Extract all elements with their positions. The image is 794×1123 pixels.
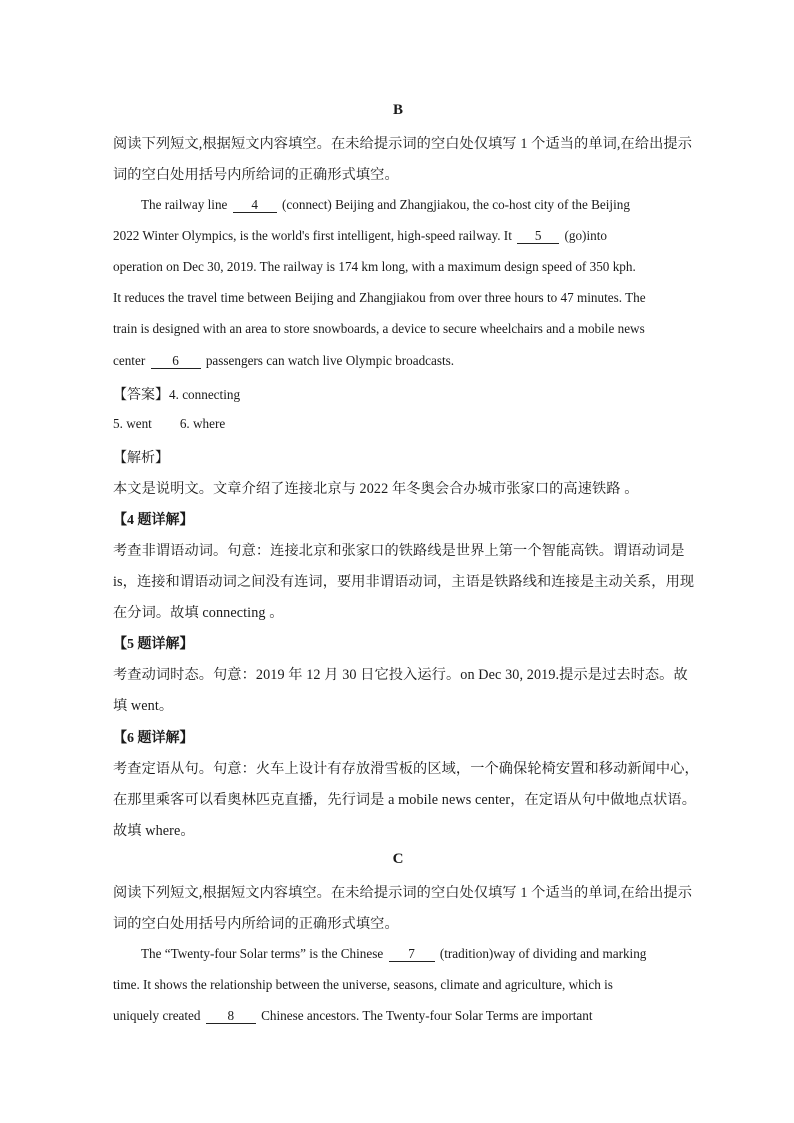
passage-text: Chinese ancestors. The Twenty-four Solar Terms are important — [261, 1008, 593, 1023]
q5-line1: 考查动词时态。句意：2019 年 12 月 30 日它投入运行。on Dec 30, 2019.提示是过去时态。故 — [113, 667, 688, 683]
passage-text: 2022 Winter Olympics, is the world's first intelligent, high-speed railway. It — [113, 228, 512, 243]
analysis-tag: 【解析】 — [113, 451, 169, 466]
passage-b-line4: It reduces the travel time between Beijing and Zhangjiakou from over three hours to 47 minutes. The — [113, 290, 646, 305]
analysis-text: 本文是说明文。文章介绍了连接北京与 2022 年冬奥会合办城市张家口的高速铁路 。 — [113, 481, 639, 497]
passage-text: (tradition)way of dividing and marking — [439, 946, 647, 961]
passage-text: The railway line — [141, 197, 228, 212]
q5-line2: 填 went。 — [113, 698, 174, 714]
section-b-instruction-line2: 词的空白处用括号内所给词的正确形式填空。 — [113, 167, 399, 183]
blank-6: 6 — [151, 354, 201, 369]
blank-4: 4 — [233, 198, 277, 213]
answer-line-2 — [113, 416, 683, 432]
blank-8: 8 — [206, 1009, 256, 1024]
answer-4: 4. connecting — [169, 387, 241, 402]
q4-line2: is，连接和谓语动词之间没有连词，要用非谓语动词，主语是铁路线和连接是主动关系，用现 — [113, 574, 695, 590]
passage-c-line1 — [141, 946, 711, 962]
passage-b-line1 — [141, 197, 711, 213]
blank-7: 7 — [389, 947, 435, 962]
section-b-heading: B — [392, 102, 403, 118]
q6-line2: 在那里乘客可以看奥林匹克直播，先行词是 a mobile news center，在定语从句中做地点状语。 — [113, 792, 696, 808]
passage-text: center — [113, 353, 146, 368]
q6-tag: 【6 题详解】 — [113, 731, 194, 746]
passage-c-line2: time. It shows the relationship between the universe, seasons, climate and agriculture, which is — [113, 977, 613, 992]
section-c-instruction-line1: 阅读下列短文,根据短文内容填空。在未给提示词的空白处仅填写 1 个适当的单词,在给出提示 — [113, 885, 692, 901]
q5-tag: 【5 题详解】 — [113, 637, 194, 652]
passage-text: uniquely created — [113, 1008, 201, 1023]
answer-5: 5. went — [113, 416, 152, 431]
answer-6: 6. where — [179, 416, 226, 431]
passage-text: passengers can watch live Olympic broadcasts. — [205, 353, 455, 368]
passage-c-line3 — [113, 1008, 683, 1024]
q6-line1: 考查定语从句。句意：火车上设计有存放滑雪板的区域，一个确保轮椅安置和移动新闻中心， — [113, 761, 699, 777]
q4-tag: 【4 题详解】 — [113, 513, 194, 528]
answer-tag: 【答案】 — [113, 388, 169, 403]
q4-line1: 考查非谓语动词。句意：连接北京和张家口的铁路线是世界上第一个智能高铁。谓语动词是 — [113, 543, 685, 559]
answer-line — [113, 384, 683, 404]
passage-b-line3: operation on Dec 30, 2019. The railway is 174 km long, with a maximum design speed of 350 kph. — [113, 259, 636, 274]
passage-text: (go)into — [564, 228, 607, 243]
q4-line3: 在分词。故填 connecting 。 — [113, 605, 284, 621]
section-b-instruction-line1: 阅读下列短文,根据短文内容填空。在未给提示词的空白处仅填写 1 个适当的单词,在给出提示 — [113, 136, 692, 152]
blank-5: 5 — [517, 229, 559, 244]
passage-text: The “Twenty-four Solar terms” is the Chinese — [141, 946, 384, 961]
passage-b-line2 — [113, 228, 683, 244]
passage-b-line5: train is designed with an area to store snowboards, a device to secure wheelchairs and a mobile news — [113, 321, 645, 336]
passage-b-line6 — [113, 353, 683, 369]
passage-text: (connect) Beijing and Zhangjiakou, the co-host city of the Beijing — [282, 197, 630, 212]
section-c-instruction-line2: 词的空白处用括号内所给词的正确形式填空。 — [113, 916, 399, 932]
section-c-heading: C — [392, 851, 404, 867]
q6-line3: 故填 where。 — [113, 823, 195, 839]
